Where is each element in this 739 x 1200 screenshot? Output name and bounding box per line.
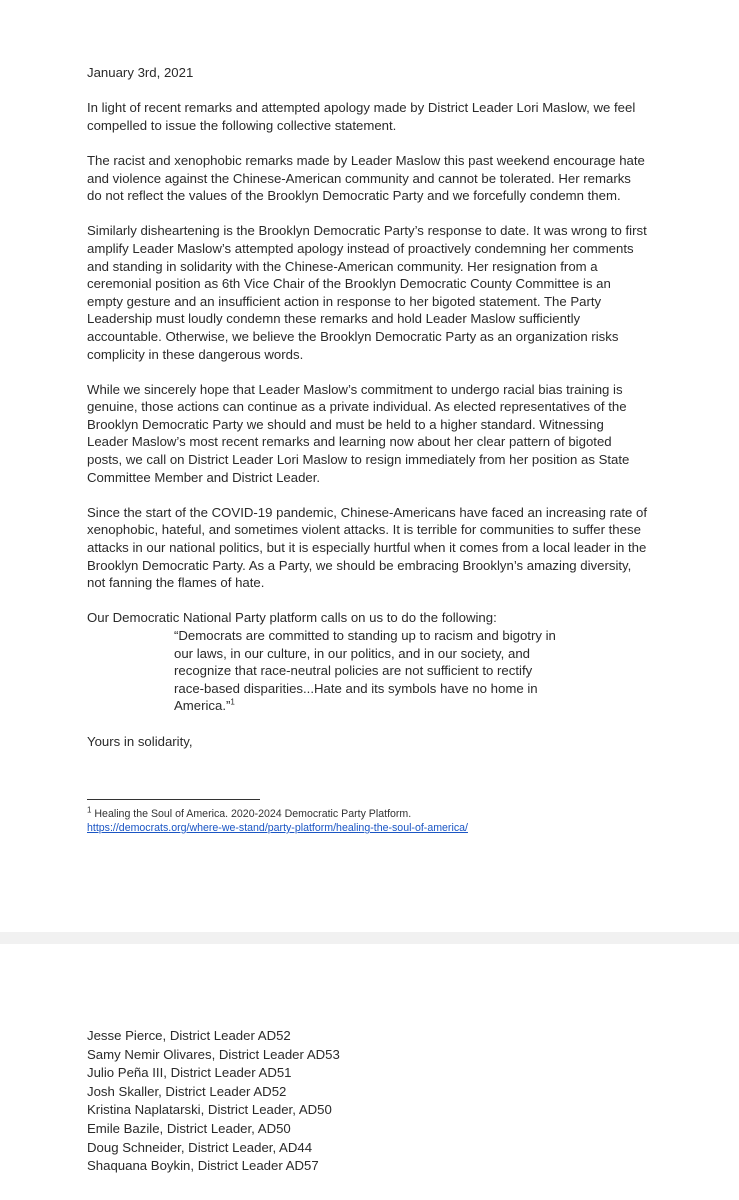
- footnote-link[interactable]: https://democrats.org/where-we-stand/party-platform/healing-the-soul-of-america/: [87, 822, 468, 834]
- paragraph-covid-attacks: Since the start of the COVID-19 pandemic, Chinese-Americans have faced an increasing rate of xenophobic, hateful, and sometimes violent attacks. It is terrible for communities to suffer these attacks in our national politics, but it is especially hurtful when it comes from a local leader in the Brooklyn Democratic Party. As a Party, we should be embracing Brooklyn’s amazing diversity, not fanning the flames of hate.: [87, 504, 648, 591]
- letter-body: [87, 64, 667, 750]
- footnote-text-line: [87, 807, 468, 821]
- footnote-reference[interactable]: 1: [230, 697, 235, 707]
- footnote-marker: 1: [87, 805, 92, 815]
- signatory: Julio Peña III, District Leader AD51: [87, 1065, 292, 1081]
- platform-quote: [174, 627, 584, 715]
- signatory: Samy Nemir Olivares, District Leader AD53: [87, 1046, 340, 1062]
- paragraph-condemnation: The racist and xenophobic remarks made by Leader Maslow this past weekend encourage hate and violence against the Chinese-American community and cannot be tolerated. Her remarks do not reflect the values of the Brooklyn Democratic Party and we forcefully condemn them.: [87, 152, 645, 204]
- paragraph-intro: In light of recent remarks and attempted apology made by District Leader Lori Maslow, we feel compelled to issue the following collective statement.: [87, 100, 636, 133]
- letter-date: January 3rd, 2021: [87, 65, 194, 80]
- platform-quote-text: “Democrats are committed to standing up to racism and bigotry in our laws, in our culture, in our politics, and in our society, and recognize that race-neutral policies are not sufficient to rectify race-based disparities...Hate and its symbols have no home in America.”: [174, 628, 556, 714]
- signatory: Shaquana Boykin, District Leader AD57: [87, 1158, 319, 1174]
- signatory: Kristina Naplatarski, District Leader, AD50: [87, 1102, 332, 1118]
- paragraph-platform-intro: Our Democratic National Party platform calls on us to do the following:: [87, 610, 497, 626]
- signatory-list: [87, 1027, 340, 1176]
- signatory: Jesse Pierce, District Leader AD52: [87, 1028, 291, 1043]
- document-page-2: [0, 944, 739, 1200]
- signatory: Doug Schneider, District Leader, AD44: [87, 1139, 313, 1155]
- letter-closing: Yours in solidarity,: [87, 733, 193, 749]
- footnote: [87, 807, 468, 835]
- signatory: Josh Skaller, District Leader AD52: [87, 1083, 287, 1099]
- paragraph-party-response: Similarly disheartening is the Brooklyn Democratic Party’s response to date. It was wrong to first amplify Leader Maslow’s attempted apology instead of proactively condemning her comments and standing in solidarity with the Chinese-American community. Her resignation from a ceremonial position as 6th Vice Chair of the Brooklyn Democratic County Committee is an empty gesture and an insufficient action in response to her bigoted statement. The Party Leadership must loudly condemn these remarks and hold Leader Maslow sufficiently accountable. Otherwise, we believe the Brooklyn Democratic Party as an organization risks complicity in these dangerous words.: [87, 223, 647, 362]
- footnote-divider: [87, 799, 260, 800]
- paragraph-resignation-call: While we sincerely hope that Leader Maslow’s commitment to undergo racial bias training is genuine, those actions can continue as a private individual. As elected representatives of the Brooklyn Democratic Party we should and must be held to a higher standard. Witnessing Leader Maslow’s most recent remarks and learning now about her clear pattern of bigoted posts, we call on District Leader Lori Maslow to resign immediately from her position as State Committee Member and District Leader.: [87, 381, 630, 485]
- signatory: Emile Bazile, District Leader, AD50: [87, 1120, 291, 1136]
- footnote-citation: Healing the Soul of America. 2020-2024 Democratic Party Platform.: [94, 808, 412, 820]
